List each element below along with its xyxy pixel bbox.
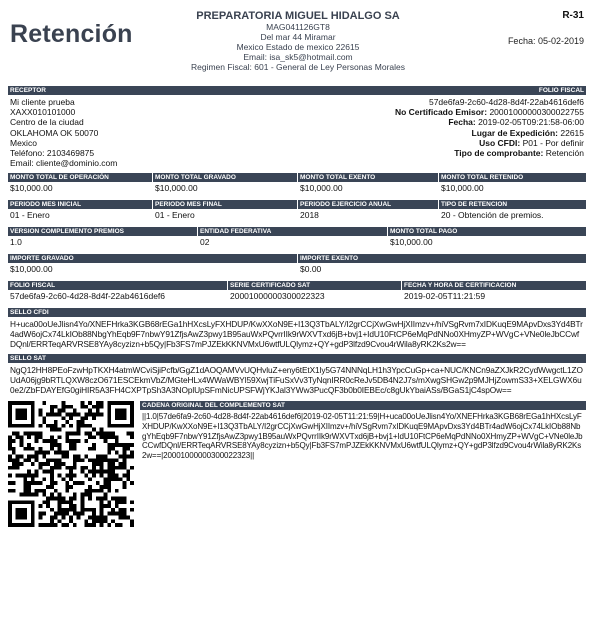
periodos-values — [8, 209, 586, 222]
fecha-row — [395, 117, 584, 127]
importes-values — [8, 263, 586, 276]
certificacion-section — [8, 281, 586, 303]
sello-cfdi-label: SELLO CFDI — [8, 308, 586, 317]
sello-sat-section — [8, 354, 586, 395]
receptor-details — [10, 97, 117, 168]
fecha-value: 2019-02-05T09:21:58-06:00 — [478, 117, 584, 128]
cert-folio-label: FOLIO FISCAL — [8, 281, 228, 290]
issuer-address-1: Del mar 44 Miramar — [260, 32, 336, 42]
periodo-final-value: 01 - Enero — [155, 210, 195, 221]
tipo-value: Retención — [545, 148, 584, 159]
issuer-email: Email: isa_sk5@hotmail.com — [243, 52, 353, 62]
montos-header — [8, 173, 586, 182]
periodo-ejercicio-label: PERIODO EJERCICIO ANUAL — [298, 200, 439, 209]
monto-operacion-value: $10,000.00 — [10, 183, 53, 194]
tipo-retencion-label: TIPO DE RETENCION — [441, 201, 508, 209]
sello-sat-label: SELLO SAT — [8, 354, 586, 363]
certificacion-values — [8, 290, 586, 303]
issuer-regimen: Regimen Fiscal: 601 - General de Ley Personas Morales — [190, 62, 406, 72]
cert-folio-value: 57de6fa9-2c60-4d28-8d4f-22ab4616def6 — [10, 291, 166, 302]
receptor-email: Email: cliente@dominio.com — [10, 158, 118, 169]
monto-gravado-value: $10,000.00 — [155, 183, 198, 194]
cadena-original-section — [140, 401, 586, 527]
importes-header — [8, 254, 586, 263]
no-certificado-value: 20001000000300022755 — [489, 107, 584, 118]
receptor-name: Mi cliente prueba — [10, 97, 75, 107]
sello-sat-text: NgQ12HH8PEoFzwHpTKXH4atmWCviSjiPcfb/GgZ1dAOQAMVvUQHvluZ+eny6tEtX1ly5G74NNNqLH1h3YpcCuGp+ca+NUC/KNCn9aZXJkR2CydWwgctL1ZOUdA06jg9bRTLQXW8czO671ESCEkmVbZ/MGteHLx4WWaWBYl59XwjTiFuSxVv3TyNqnIRR0cReJv5DB4N2J7s/mXwgSHGw2p9MJHjZowmS33+XELGWX6u0e2/ZbFDAYEfG0giHIR5A3FH4CXPTpSh3A3NOplUpSFmNicUPSFWjYKJal3YWw3PucQF3b0b0IEBEc/c8gUkYbaiASs/BGaS1jC4spOw== — [10, 365, 583, 396]
receptor-address-1: Centro de la ciudad — [10, 117, 84, 128]
monto-operacion-label: MONTO TOTAL DE OPERACIÓN — [8, 173, 153, 182]
tipo-retencion-value: 20 - Obtención de premios. — [441, 210, 544, 221]
receptor-country: Mexico — [10, 137, 37, 148]
fecha-certificacion-label: FECHA Y HORA DE CERTIFICACION — [404, 282, 517, 290]
uso-label: Uso CFDI: — [479, 137, 521, 148]
receptor-body — [8, 95, 586, 168]
complemento-values — [8, 236, 586, 249]
fecha-certificacion-value: 2019-02-05T11:21:59 — [404, 291, 486, 302]
monto-exento-label: MONTO TOTAL EXENTO — [298, 173, 439, 182]
tipo-label: Tipo de comprobante: — [454, 148, 544, 159]
lugar-label: Lugar de Expedición: — [471, 127, 558, 138]
monto-total-pago-label: MONTO TOTAL PAGO — [390, 228, 458, 236]
importe-exento-label: IMPORTE EXENTO — [300, 255, 359, 263]
no-certificado-label: No Certificado Emisor: — [394, 107, 488, 118]
document-code: R-31 — [562, 10, 584, 21]
sello-cfdi-section — [8, 308, 586, 349]
lugar-row — [395, 128, 584, 138]
periodo-inicial-value: 01 - Enero — [10, 210, 50, 221]
document-date: Fecha: 05-02-2019 — [507, 36, 584, 46]
no-certificado-row — [395, 107, 584, 117]
montos-section — [8, 173, 586, 195]
retencion-document — [8, 6, 586, 527]
monto-retenido-value: $10,000.00 — [441, 183, 484, 194]
monto-retenido-label: MONTO TOTAL RETENIDO — [441, 174, 524, 182]
entidad-federativa-label: ENTIDAD FEDERATIVA — [198, 227, 388, 236]
complemento-header — [8, 227, 586, 236]
monto-total-pago-value: $10,000.00 — [390, 237, 433, 248]
importe-gravado-value: $10,000.00 — [10, 264, 53, 275]
fecha-label: Fecha: — [448, 117, 476, 128]
lugar-value: 22615 — [560, 127, 584, 138]
periodo-inicial-label: PERIODO MES INICIAL — [8, 200, 153, 209]
cadena-label: CADENA ORIGINAL DEL COMPLEMENTO SAT — [140, 401, 586, 410]
receptor-label: RECEPTOR — [10, 87, 46, 94]
receptor-rfc: XAXX010101000 — [10, 107, 76, 118]
receptor-header-bar — [8, 86, 586, 95]
importe-gravado-label: IMPORTE GRAVADO — [8, 254, 298, 263]
uso-value: P01 - Por definir — [522, 137, 584, 148]
folio-fiscal-value: 57de6fa9-2c60-4d28-8d4f-22ab4616def6 — [428, 97, 584, 107]
periodo-ejercicio-value: 2018 — [300, 210, 319, 221]
folio-fiscal-label: FOLIO FISCAL — [538, 87, 584, 94]
periodos-header — [8, 200, 586, 209]
document-header — [8, 6, 586, 86]
issuer-address-2: Mexico Estado de mexico 22615 — [236, 42, 360, 52]
sello-cfdi-text: H+uca00oUeJlisn4Yo/XNEFHrka3KGB68rEGa1hHXcsLyFXHDUP/KwXXoN9E+I13Q3TbALY/I2grCCjXwGwHjXIImzv+/hiVSgRvm7xIDKuqE9MApvDxs3Yd4BTr4adW6ojCx74LkIOb88NbgYhEqb9F7nbwY91ZfjsAwZ3pwy1B95auWxPQvrrIIk9rWXVTxd6jB+bvj1+IdU10FtCP6eMqPdNNo0XHmyZP+WVgC+VNe0leJbCCwfDQnl/ERRTeqARVRSE8YAy8cyzizn+b5Qy|Fb3FS7mPJZEkKKNVMxU6wtfULQlymz+QY+gdP3lfzd9Cvou4rWila8yRK2Ks2w== — [10, 319, 583, 350]
document-title: Retención — [10, 20, 133, 48]
montos-values — [8, 182, 586, 195]
issuer-info — [158, 10, 438, 72]
importes-section — [8, 254, 586, 276]
importe-exento-value: $0.00 — [300, 264, 322, 275]
monto-gravado-label: MONTO TOTAL GRAVADO — [153, 173, 298, 182]
version-complemento-value: 1.0 — [10, 237, 22, 248]
tipo-row — [395, 148, 584, 158]
monto-exento-value: $10,000.00 — [300, 183, 343, 194]
certificacion-header — [8, 281, 586, 290]
receptor-phone: Teléfono: 2103469875 — [10, 148, 95, 159]
serie-certificado-value: 20001000000300022323 — [230, 291, 325, 302]
version-complemento-label: VERSION COMPLEMENTO PREMIOS — [8, 227, 198, 236]
qr-cadena-section — [8, 401, 586, 527]
qr-code-icon — [8, 401, 134, 527]
complemento-section — [8, 227, 586, 249]
receptor-address-2: OKLAHOMA OK 50070 — [10, 127, 99, 138]
periodos-section — [8, 200, 586, 222]
issuer-rfc: MAG041126GT8 — [266, 22, 330, 32]
serie-certificado-label: SERIE CERTIFICADO SAT — [228, 281, 402, 290]
cadena-text: ||1.0|57de6fa9-2c60-4d28-8d4f-22ab4616def6|2019-02-05T11:21:59|H+uca00oUeJlisn4Yo/XNEFHrka3KGB68rEGa1hHXcsLyFXHDUP/KwXXoN9E+I13Q3TbALY/I2grCCjXwGwHjXIImzv+/hiVSgRvm7xIDKuqE9MApvDxs3Yd4BTr4adW6ojCx74LkIOb88NbgYhEqb9F7nbwY91ZfjsAwZ3pwy1B95auWxPQvrrIIk9rWXVTxd6jB+bvj1+IdU10FtCP6eMqPdNNo0XHmyZP+WVgC+VNe0leJbCCwfDQnl/ERRTeqARVRSE8YAy8cyzizn+b5Qy|Fb3FS7mPJZEkKKNVMxU6wtfULQlymz+QY+gdP3lfzd9Cvou4rWila8yRK2Ks2w==|20001000000300022323|| — [142, 412, 583, 460]
uso-row — [395, 138, 584, 148]
issuer-name: PREPARATORIA MIGUEL HIDALGO SA — [196, 10, 400, 22]
entidad-federativa-value: 02 — [200, 237, 210, 248]
periodo-final-label: PERIODO MES FINAL — [153, 200, 298, 209]
fiscal-details — [395, 97, 584, 168]
